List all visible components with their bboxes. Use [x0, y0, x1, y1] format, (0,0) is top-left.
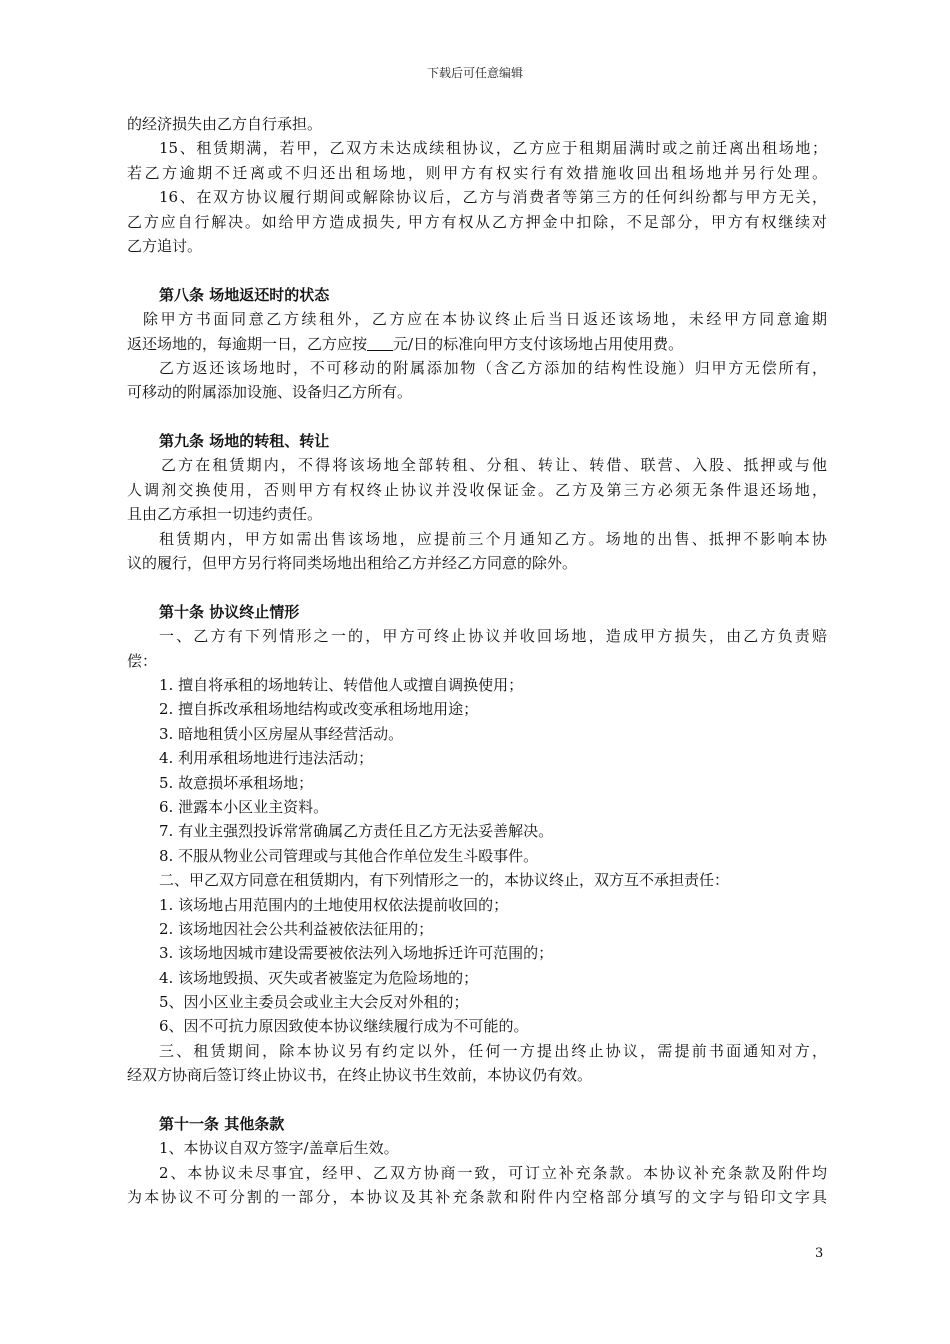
article-10-line: 偿：: [127, 651, 158, 670]
page-number: 3: [815, 1246, 824, 1261]
list-item: 2. 该场地因社会公共利益被依法征用的；: [159, 919, 434, 938]
list-item: 4. 该场地毁损、灭失或者被鉴定为危险场地的；: [159, 968, 479, 987]
list-item: 7. 有业主强烈投诉常常确属乙方责任且乙方无法妥善解决。: [159, 822, 554, 841]
article-8-line: 乙方返还该场地时，不可移动的附属添加物（含乙方添加的结构性设施）归甲方无偿所有，: [159, 358, 827, 377]
clause-15-line: 15、租赁期满，若甲，乙双方未达成续租协议，乙方应于租期届满时或之前迁离出租场地；: [159, 139, 827, 158]
list-item: 3. 该场地因城市建设需要被依法列入场地拆迁许可范围的；: [159, 944, 554, 963]
article-9-line: 议的履行，但甲方另行将同类场地出租给乙方并经乙方同意的除外。: [127, 554, 578, 573]
article-9-line: 人调剂交换使用，否则甲方有权终止协议并没收保证金。乙方及第三方必须无条件退还场地，: [127, 480, 827, 499]
article-8-title: 第八条 场地返还时的状态: [159, 285, 330, 304]
article-10-title: 第十条 协议终止情形: [159, 602, 300, 621]
list-item: 5、因小区业主委员会或业主大会反对外租的；: [159, 993, 469, 1012]
clause-15-line: 若乙方逾期不迁离或不归还出租场地，则甲方有权实行有效措施收回出租场地并另行处理。: [127, 163, 827, 182]
article-11-line: 2、本协议未尽事宜，经甲、乙双方协商一致，可订立补充条款。本协议补充条款及附件均: [159, 1163, 827, 1182]
article-9-line: 租赁期内，甲方如需出售该场地，应提前三个月通知乙方。场地的出售、抵押不影响本协: [159, 529, 827, 548]
list-item: 2. 擅自拆改承租场地结构或改变承租场地用途；: [159, 700, 479, 719]
article-9-title: 第九条 场地的转租、转让: [159, 432, 330, 451]
article-10-line: 经双方协商后签订终止协议书，在终止协议书生效前，本协议仍有效。: [127, 1066, 593, 1085]
fee-blank: [367, 336, 393, 351]
article-11-line: 为本协议不可分割的一部分，本协议及其补充条款和附件内空格部分填写的文字与铅印文字具: [127, 1188, 827, 1207]
article-8-line: 可移动的附属添加设施、设备归乙方所有。: [127, 383, 413, 402]
clause-16-line: 乙方追讨。: [127, 236, 203, 255]
clause-16-line: 乙方应自行解决。如给甲方造成损失, 甲方有权从乙方押金中扣除，不足部分，甲方有权继续对: [127, 212, 827, 231]
clause-16-line: 16、在双方协议履行期间或解除协议后，乙方与消费者等第三方的任何纠纷都与甲方无关，: [159, 188, 827, 207]
list-item: 1. 擅自将承租的场地转让、转借他人或擅自调换使用；: [159, 675, 524, 694]
article-9-line: 且由乙方承担一切违约责任。: [127, 505, 323, 524]
paragraph-line: 的经济损失由乙方自行承担。: [127, 115, 323, 133]
article-9-line: 乙方在租赁期内，不得将该场地全部转租、分租、转让、转借、联营、入股、抵押或与他: [161, 456, 827, 475]
article-10-line: 三、租赁期间，除本协议另有约定以外，任何一方提出终止协议，需提前书面通知对方，: [159, 1041, 827, 1060]
list-item: 6. 泄露本小区业主资料。: [159, 797, 329, 816]
page-header: 下载后可任意编辑: [426, 66, 523, 80]
article-8-line: 除甲方书面同意乙方续租外，乙方应在本协议终止后当日返还该场地，未经甲方同意逾期: [143, 310, 827, 329]
list-item: 8. 不服从物业公司管理或与其他合作单位发生斗殴事件。: [159, 846, 539, 865]
article-8-line: 返还场地的，每逾期一日，乙方应按 元/日的标准向甲方支付该场地占用使用费。: [127, 334, 684, 353]
list-item: 4. 利用承租场地进行违法活动；: [159, 749, 374, 768]
list-item: 3. 暗地租赁小区房屋从事经营活动。: [159, 724, 404, 743]
article-11-title: 第十一条 其他条款: [159, 1115, 285, 1134]
list-item: 5. 故意损坏承租场地；: [159, 773, 314, 792]
list-item: 1. 该场地占用范围内的土地使用权依法提前收回的；: [159, 895, 509, 914]
article-10-line: 一、乙方有下列情形之一的，甲方可终止协议并收回场地，造成甲方损失，由乙方负责赔: [159, 627, 827, 646]
article-11-line: 1、本协议自双方签字/盖章后生效。: [159, 1139, 399, 1158]
document-body: [127, 112, 827, 1210]
list-item: 6、因不可抗力原因致使本协议继续履行成为不可能的。: [159, 1017, 529, 1036]
article-10-line: 二、甲乙双方同意在租赁期内，有下列情形之一的，本协议终止，双方互不承担责任：: [159, 871, 730, 890]
